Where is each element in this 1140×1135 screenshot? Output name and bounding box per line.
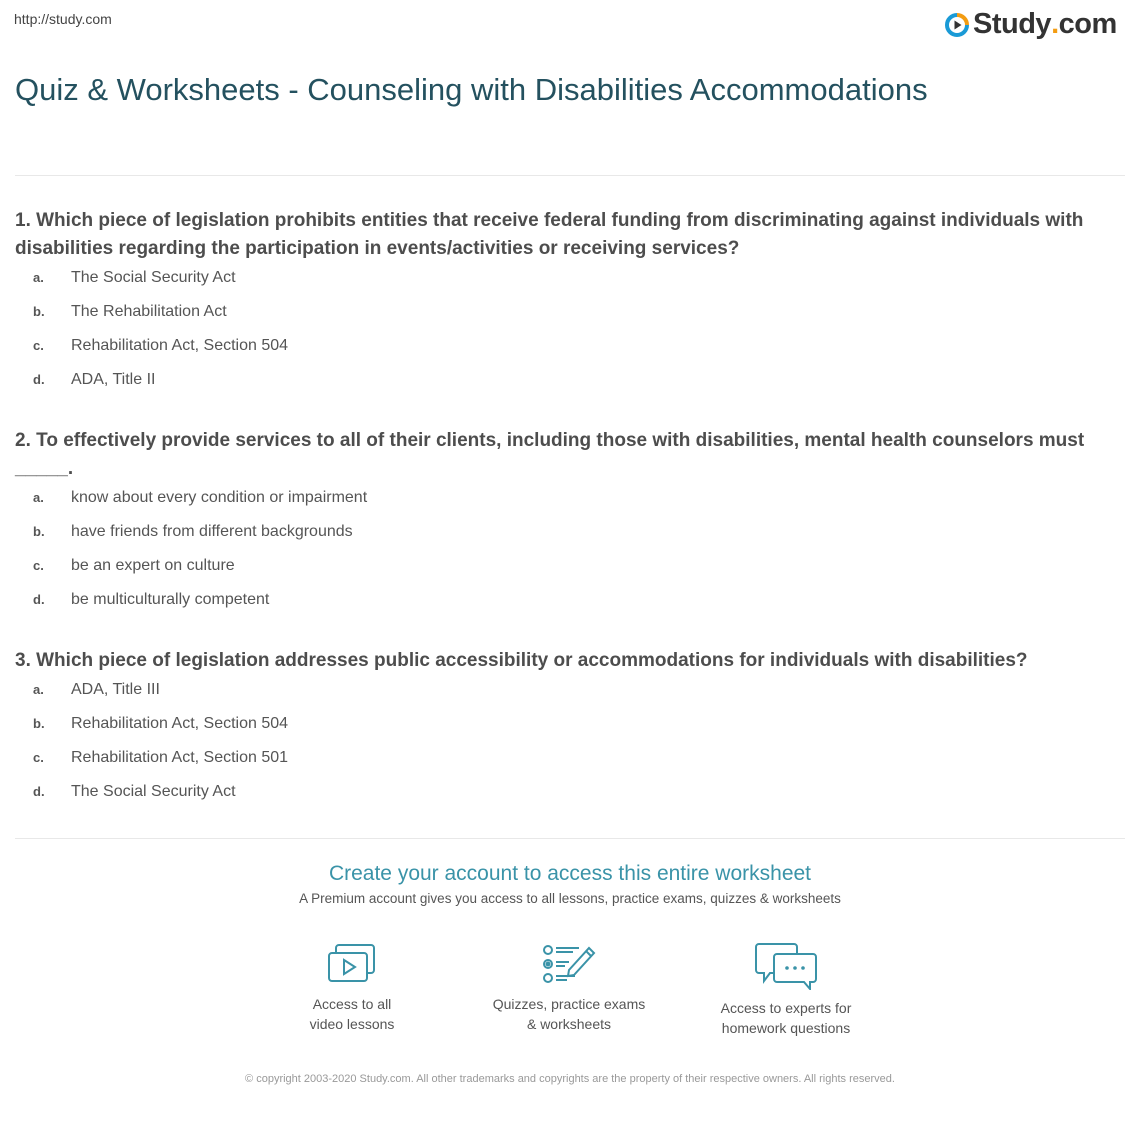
answer-option: [15, 269, 1125, 303]
answer-letter: a.: [33, 270, 44, 285]
answer-letter: c.: [33, 338, 44, 353]
quiz-checklist-icon: [541, 942, 597, 986]
answer-option: [15, 557, 1125, 591]
feature-line-2: video lessons: [309, 1016, 395, 1032]
answer-option: [15, 591, 1125, 625]
answer-letter: a.: [33, 490, 44, 505]
answer-text: ADA, Title III: [71, 681, 160, 698]
feature-quizzes: [469, 942, 669, 1034]
answer-letter: c.: [33, 750, 44, 765]
logo-suffix: com: [1058, 8, 1117, 40]
answer-text: Rehabilitation Act, Section 504: [71, 715, 289, 732]
feature-line-1: Access to all: [312, 996, 392, 1012]
feature-line-1: Access to experts for: [720, 1000, 852, 1016]
answer-text: The Social Security Act: [71, 783, 236, 800]
answer-option: [15, 783, 1125, 817]
answer-option: [15, 489, 1125, 523]
answer-text: The Rehabilitation Act: [71, 303, 227, 320]
answer-letter: c.: [33, 558, 44, 573]
chat-bubbles-icon: [754, 942, 818, 990]
answer-letter: d.: [33, 592, 45, 607]
answer-text: Rehabilitation Act, Section 504: [71, 337, 289, 354]
source-url: http://study.com: [14, 11, 112, 27]
question-text: 1. Which piece of legislation prohibits entities that receive federal funding from discriminating against individuals with disabilities regarding the participation in events/activities or receiving services?: [15, 210, 1084, 259]
answer-option: [15, 749, 1125, 783]
copyright-notice: © copyright 2003-2020 Study.com. All other trademarks and copyrights are the property of their respective owners. All rights reserved.: [245, 1073, 895, 1085]
answer-option: [15, 681, 1125, 715]
page-title: Quiz & Worksheets - Counseling with Disabilities Accommodations: [15, 72, 928, 107]
question-text: 3. Which piece of legislation addresses public accessibility or accommodations for individuals with disabilities?: [15, 650, 1028, 671]
logo-text: Study: [973, 8, 1052, 40]
study-logo[interactable]: [945, 8, 1117, 41]
video-lessons-icon: [326, 942, 378, 986]
feature-line-2: & worksheets: [526, 1016, 612, 1032]
answer-letter: a.: [33, 682, 44, 697]
cta-title-link[interactable]: Create your account to access this entire worksheet: [328, 862, 812, 885]
answer-text: Rehabilitation Act, Section 501: [71, 749, 289, 766]
answer-option: [15, 303, 1125, 337]
answer-letter: b.: [33, 716, 45, 731]
feature-video-lessons: [252, 942, 452, 1034]
questions-divider: [15, 838, 1125, 839]
cta-subtitle: A Premium account gives you access to all lessons, practice exams, quizzes & worksheets: [299, 891, 841, 906]
answer-letter: d.: [33, 372, 45, 387]
answer-option: [15, 371, 1125, 405]
signup-cta: [0, 860, 1140, 910]
answer-text: know about every condition or impairment: [71, 489, 368, 506]
answer-letter: b.: [33, 304, 45, 319]
answer-text: ADA, Title II: [71, 371, 156, 388]
play-circle-logo-icon: [945, 13, 969, 37]
feature-line-1: Quizzes, practice exams: [492, 996, 646, 1012]
answer-option: [15, 523, 1125, 557]
answer-text: The Social Security Act: [71, 269, 236, 286]
title-divider: [15, 175, 1125, 176]
question-3: [15, 647, 1125, 817]
question-text: 2. To effectively provide services to all of their clients, including those with disabilities, mental health counselors must _____.: [15, 430, 1085, 479]
logo-dot: .: [1051, 8, 1059, 40]
answer-option: [15, 715, 1125, 749]
answer-text: have friends from different backgrounds: [71, 523, 353, 540]
feature-experts: [686, 942, 886, 1038]
question-1: [15, 207, 1125, 405]
answer-text: be multiculturally competent: [71, 591, 270, 608]
answer-text: be an expert on culture: [71, 557, 235, 574]
answer-letter: d.: [33, 784, 45, 799]
premium-features: [0, 942, 1140, 1052]
feature-line-2: homework questions: [721, 1020, 851, 1036]
question-2: [15, 427, 1125, 625]
answer-option: [15, 337, 1125, 371]
answer-letter: b.: [33, 524, 45, 539]
